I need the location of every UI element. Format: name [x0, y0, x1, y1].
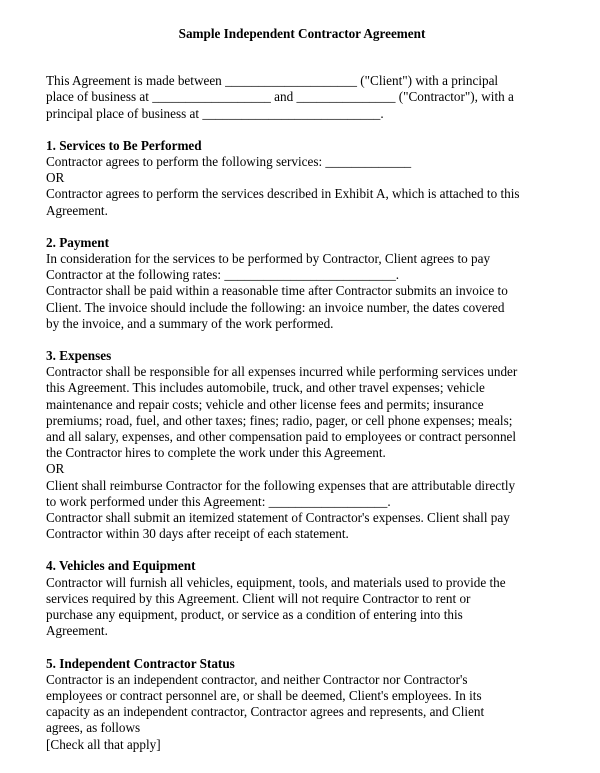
section-heading: 5. Independent Contractor Status — [46, 655, 235, 671]
intro-line: principal place of business at ___________________________. — [46, 105, 384, 121]
section-line: by the invoice, and a summary of the work performed. — [46, 315, 334, 331]
section-line: Contractor at the following rates: __________________________. — [46, 267, 400, 283]
section-line: purchase any equipment, product, or service as a condition of entering into this — [46, 607, 463, 623]
document-page — [46, 26, 558, 753]
section-line: Agreement. — [46, 202, 108, 218]
intro-paragraph — [46, 73, 558, 122]
section-line: employees or contract personnel are, or shall be deemed, Client's employees. In its — [46, 687, 482, 703]
section-expenses — [46, 348, 558, 542]
section-line: OR — [46, 461, 65, 477]
section-line: Contractor shall be responsible for all expenses incurred while performing services under — [46, 364, 518, 380]
section-heading: 1. Services to Be Performed — [46, 137, 202, 153]
section-heading: 3. Expenses — [46, 348, 112, 364]
section-line: capacity as an independent contractor, Contractor agrees and represents, and Client — [46, 704, 485, 720]
section-line: Agreement. — [46, 623, 108, 639]
section-line: Contractor within 30 days after receipt of each statement. — [46, 526, 349, 542]
section-line: this Agreement. This includes automobile, truck, and other travel expenses; vehicle — [46, 380, 485, 396]
section-line: Contractor agrees to perform the services described in Exhibit A, which is attached to this — [46, 186, 520, 202]
section-line: Contractor will furnish all vehicles, equipment, tools, and materials used to provide the — [46, 574, 506, 590]
section-line: Contractor shall submit an itemized statement of Contractor's expenses. Client shall pay — [46, 510, 510, 526]
document-title: Sample Independent Contractor Agreement — [178, 26, 426, 41]
section-line: maintenance and repair costs; vehicle and other license fees and permits; insurance — [46, 396, 484, 412]
section-heading: 4. Vehicles and Equipment — [46, 558, 196, 574]
section-line: OR — [46, 170, 65, 186]
section-vehicles — [46, 558, 558, 639]
section-line: Client. The invoice should include the following: an invoice number, the dates covered — [46, 299, 505, 315]
section-line: agrees, as follows — [46, 720, 141, 736]
section-services — [46, 138, 558, 219]
section-contractor-status — [46, 656, 558, 753]
section-line: and all salary, expenses, and other compensation paid to employees or contract personnel — [46, 429, 517, 445]
section-line: Client shall reimburse Contractor for the following expenses that are attributable directly — [46, 477, 516, 493]
section-line: services required by this Agreement. Client will not require Contractor to rent or — [46, 590, 471, 606]
section-line: Contractor agrees to perform the following services: _____________ — [46, 154, 412, 170]
intro-line: This Agreement is made between ____________________ ("Client") with a principal — [46, 73, 499, 89]
section-line: the Contractor hires to complete the work under this Agreement. — [46, 445, 386, 461]
section-line: to work performed under this Agreement: __________________. — [46, 493, 391, 509]
section-line: [Check all that apply] — [46, 736, 161, 752]
section-heading: 2. Payment — [46, 234, 109, 250]
section-payment — [46, 235, 558, 332]
section-line: Contractor shall be paid within a reasonable time after Contractor submits an invoice to — [46, 283, 508, 299]
section-line: Contractor is an independent contractor, and neither Contractor nor Contractor's — [46, 671, 468, 687]
section-line: premiums; road, fuel, and other taxes; fines; radio, pager, or cell phone expenses; meals; — [46, 412, 513, 428]
intro-line: place of business at __________________ and _______________ ("Contractor"), with a — [46, 89, 514, 105]
section-line: In consideration for the services to be performed by Contractor, Client agrees to pay — [46, 251, 491, 267]
